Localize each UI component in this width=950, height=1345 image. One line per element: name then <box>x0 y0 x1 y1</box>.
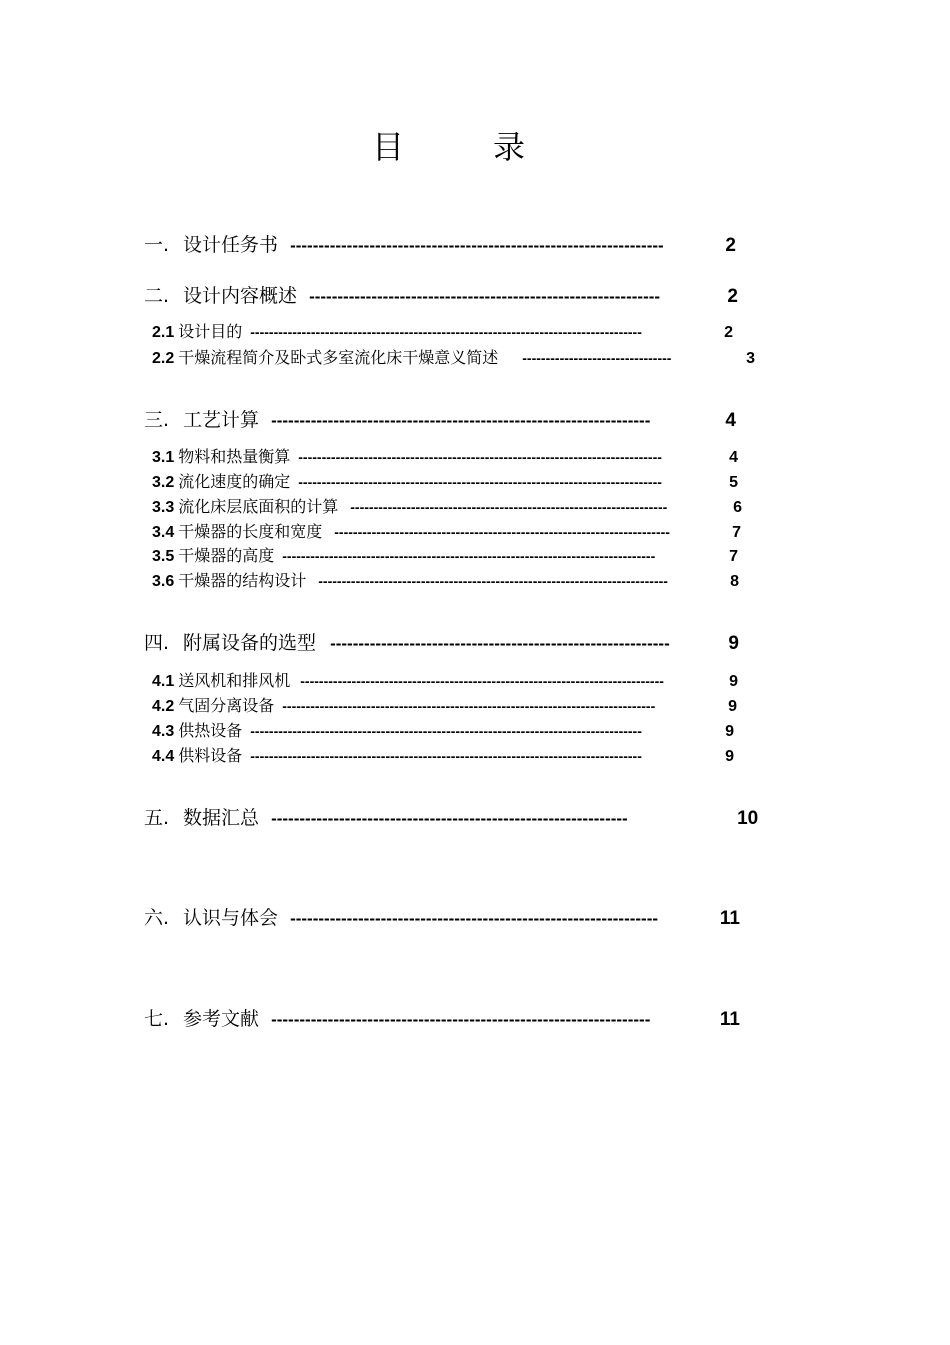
toc-entry-3-5[interactable] <box>152 543 738 566</box>
entry-number: 3.6 <box>152 573 175 590</box>
toc-entry-4-4[interactable] <box>152 743 734 766</box>
toc-entry-3-4[interactable] <box>152 519 741 542</box>
entry-page: 10 <box>737 808 759 829</box>
entry-leader: ------------------------------------------------------------------ <box>290 236 664 255</box>
entry-page: 4 <box>725 410 736 431</box>
toc-entry-4-2[interactable] <box>152 693 737 716</box>
toc-entry-4[interactable] <box>144 628 739 655</box>
entry-number: 4.3 <box>152 723 175 740</box>
toc-entry-3-6[interactable] <box>152 568 739 591</box>
entry-number: 七. <box>144 1008 170 1030</box>
entry-leader: -------------------------------- <box>522 350 672 366</box>
entry-label: 设计任务书 <box>183 234 279 256</box>
entry-leader: -------------------------------------------------------------------- <box>350 499 668 515</box>
entry-page: 5 <box>729 474 738 491</box>
entry-label: 供料设备 <box>178 746 243 765</box>
entry-label: 数据汇总 <box>183 807 260 829</box>
entry-label: 流化床层底面积的计算 <box>178 497 339 516</box>
title-char-1: 目 <box>372 128 405 166</box>
toc-entry-3-3[interactable] <box>152 494 742 517</box>
entry-page: 9 <box>725 748 734 765</box>
toc-entry-3-1[interactable] <box>152 444 738 467</box>
entry-number: 4.4 <box>152 748 175 765</box>
toc-entry-4-1[interactable] <box>152 668 738 691</box>
entry-leader: ------------------------------------------------------------------------------------ <box>250 723 642 739</box>
entry-number: 3.2 <box>152 474 175 491</box>
entry-label: 设计内容概述 <box>183 285 298 307</box>
entry-number: 3.5 <box>152 548 175 565</box>
entry-number: 二. <box>144 285 170 307</box>
entry-leader: ------------------------------------------------------------------------------ <box>298 474 662 490</box>
entry-number: 六. <box>144 907 170 929</box>
entry-number: 4.1 <box>152 673 175 690</box>
toc-entry-3[interactable] <box>144 405 736 432</box>
entry-leader: -------------------------------------------------------------------------------- <box>282 698 656 714</box>
entry-page: 3 <box>746 350 755 367</box>
entry-number: 4.2 <box>152 698 175 715</box>
entry-number: 2.1 <box>152 324 175 341</box>
toc-entry-2[interactable] <box>144 281 738 308</box>
entry-number: 3.3 <box>152 499 175 516</box>
entry-leader: ------------------------------------------------------------------------------------ <box>250 748 642 764</box>
toc-entry-3-2[interactable] <box>152 469 738 492</box>
entry-number: 3.4 <box>152 524 175 541</box>
entry-leader: ------------------------------------------------------------------------------ <box>298 449 662 465</box>
entry-number: 2.2 <box>152 350 175 367</box>
toc-entry-7[interactable] <box>144 1004 740 1031</box>
toc-entry-2-2[interactable] <box>152 345 755 368</box>
entry-page: 2 <box>727 286 738 307</box>
entry-page: 8 <box>730 573 739 590</box>
entry-label: 干燥流程简介及卧式多室流化床干燥意义简述 <box>178 348 499 367</box>
toc-entry-6[interactable] <box>144 903 740 930</box>
entry-label: 工艺计算 <box>183 409 260 431</box>
entry-label: 附属设备的选型 <box>183 632 317 654</box>
toc-entry-5[interactable] <box>144 803 768 830</box>
entry-leader: --------------------------------------------------------------------------- <box>318 573 668 589</box>
entry-number: 四. <box>144 632 170 654</box>
entry-label: 参考文献 <box>183 1008 260 1030</box>
entry-label: 干燥器的结构设计 <box>178 571 307 590</box>
entry-page: 11 <box>719 1009 740 1030</box>
entry-label: 认识与体会 <box>183 907 279 929</box>
entry-number: 一. <box>144 234 170 256</box>
entry-label: 物料和热量衡算 <box>178 447 291 466</box>
toc-entry-4-3[interactable] <box>152 718 734 741</box>
entry-page: 9 <box>729 673 738 690</box>
entry-number: 五. <box>144 807 170 829</box>
entry-page: 7 <box>732 524 741 541</box>
entry-page: 9 <box>728 698 737 715</box>
entry-page: 4 <box>729 449 738 466</box>
entry-page: 9 <box>725 723 734 740</box>
entry-leader: -------------------------------------------------------------------------------- <box>282 548 656 564</box>
entry-page: 2 <box>725 235 736 256</box>
entry-label: 干燥器的高度 <box>178 546 275 565</box>
entry-number: 三. <box>144 409 170 431</box>
entry-label: 流化速度的确定 <box>178 472 291 491</box>
entry-leader: ------------------------------------------------------------------------ <box>334 524 670 540</box>
entry-leader: ----------------------------------------------------------------- <box>290 909 659 928</box>
entry-label: 送风机和排风机 <box>178 671 291 690</box>
entry-leader: ------------------------------------------------------------------- <box>271 411 651 430</box>
toc-entry-2-1[interactable] <box>152 319 733 342</box>
entry-leader: ------------------------------------------------------------------- <box>271 1010 651 1029</box>
entry-leader: ------------------------------------------------------------------------------ <box>300 673 664 689</box>
entry-page: 9 <box>728 633 739 654</box>
toc-entry-1[interactable] <box>144 230 736 257</box>
entry-number: 3.1 <box>152 449 175 466</box>
entry-leader: --------------------------------------------------------------- <box>271 809 628 828</box>
entry-leader: -------------------------------------------------------------- <box>309 287 661 306</box>
entry-page: 2 <box>724 324 733 341</box>
entry-leader: ------------------------------------------------------------ <box>330 634 670 653</box>
entry-page: 7 <box>729 548 738 565</box>
entry-label: 气固分离设备 <box>178 696 275 715</box>
entry-page: 11 <box>719 908 740 929</box>
entry-label: 设计目的 <box>178 322 243 341</box>
entry-label: 干燥器的长度和宽度 <box>178 522 323 541</box>
title-char-2: 录 <box>493 128 526 166</box>
entry-leader: ------------------------------------------------------------------------------------ <box>250 324 642 340</box>
entry-label: 供热设备 <box>178 721 243 740</box>
entry-page: 6 <box>733 499 742 516</box>
